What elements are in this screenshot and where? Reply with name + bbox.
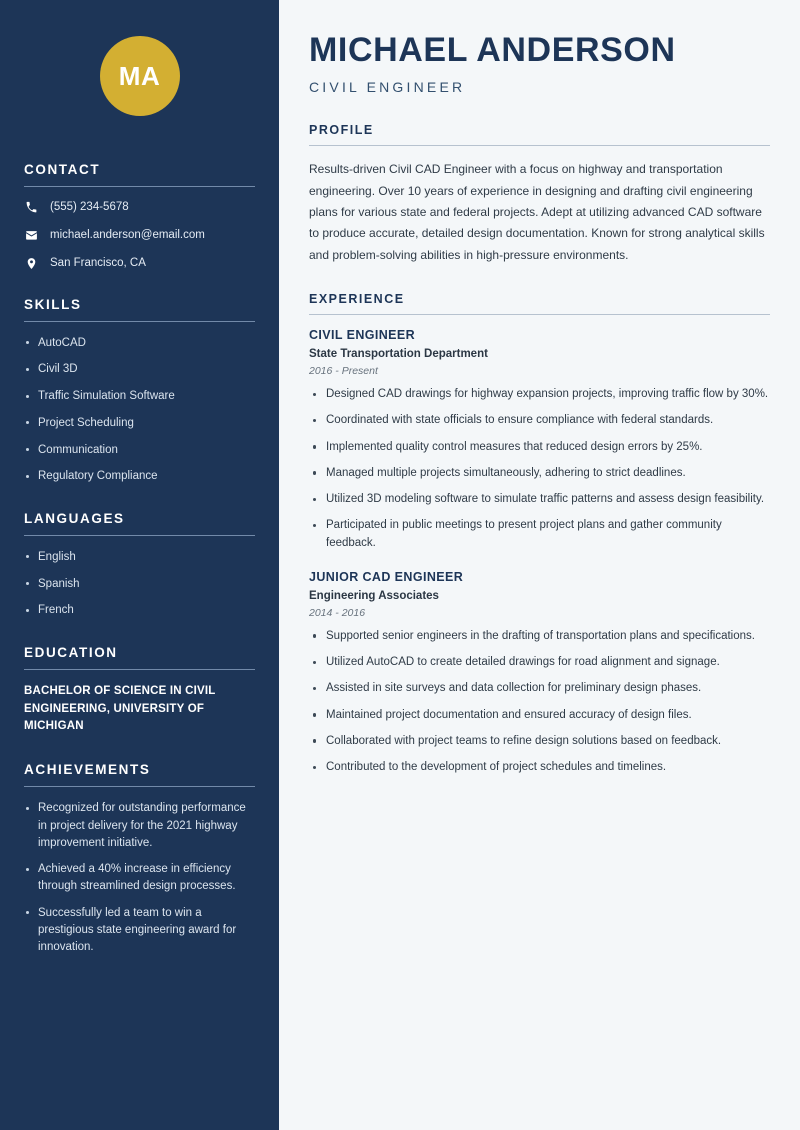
sidebar-section-achievements xyxy=(24,762,255,956)
section-profile xyxy=(309,123,770,266)
job-role-subtitle: CIVIL ENGINEER xyxy=(309,79,466,96)
skills-list xyxy=(24,335,255,485)
main-content xyxy=(279,0,800,1130)
contact-item-location[interactable] xyxy=(24,256,255,271)
list-item: Civil 3D xyxy=(24,361,255,378)
profile-heading: PROFILE xyxy=(309,123,374,138)
list-item: Implemented quality control measures that reduced design errors by 25%. xyxy=(309,439,770,456)
job-bullet-list xyxy=(309,628,770,777)
achievements-heading: ACHIEVEMENTS xyxy=(24,762,151,778)
list-item: Communication xyxy=(24,442,255,459)
list-item: Regulatory Compliance xyxy=(24,468,255,485)
skills-heading: SKILLS xyxy=(24,296,82,312)
contact-location-value: San Francisco, CA xyxy=(50,256,146,269)
avatar-monogram: MA xyxy=(100,36,180,116)
list-item: Contributed to the development of project schedules and timelines. xyxy=(309,759,770,776)
achievements-divider xyxy=(24,786,255,787)
list-item: Managed multiple projects simultaneously, adhering to strict deadlines. xyxy=(309,465,770,482)
job-dates: 2014 - 2016 xyxy=(309,606,366,619)
sidebar-section-education xyxy=(24,645,255,736)
list-item: Successfully led a team to win a prestigious state engineering award for innovation. xyxy=(24,905,255,957)
job-title: CIVIL ENGINEER xyxy=(309,328,416,343)
sidebar-section-contact xyxy=(24,162,255,271)
profile-text: Results-driven Civil CAD Engineer with a focus on highway and transportation engineering. Over 10 years of experience in designing and drafting civil engineering plans for various state and federal projects. Adept at utilizing advanced CAD software to produce accurate, detailed design documentation. Known for strong analytical skills and problem-solving abilities in high-pressure environments. xyxy=(309,162,765,262)
phone-icon xyxy=(24,201,38,214)
list-item: Supported senior engineers in the drafting of transportation plans and specifications. xyxy=(309,628,770,645)
languages-list xyxy=(24,549,255,619)
list-item: Assisted in site surveys and data collection for preliminary design phases. xyxy=(309,680,770,697)
job-company: State Transportation Department xyxy=(309,348,488,361)
list-item: French xyxy=(24,602,255,619)
job-bullet-list xyxy=(309,386,770,552)
list-item: Participated in public meetings to present project plans and gather community feedback. xyxy=(309,517,770,552)
list-item: Utilized AutoCAD to create detailed drawings for road alignment and signage. xyxy=(309,654,770,671)
envelope-icon xyxy=(24,229,38,242)
list-item: Collaborated with project teams to refine design solutions based on feedback. xyxy=(309,733,770,750)
contact-divider xyxy=(24,186,255,187)
languages-heading: LANGUAGES xyxy=(24,510,125,526)
contact-list xyxy=(24,200,255,271)
experience-entry-2 xyxy=(309,570,770,777)
achievements-list xyxy=(24,800,255,956)
job-dates: 2016 - Present xyxy=(309,365,378,378)
skills-divider xyxy=(24,321,255,322)
education-heading: EDUCATION xyxy=(24,644,118,660)
list-item: Recognized for outstanding performance in project delivery for the 2021 highway improvement initiative. xyxy=(24,800,255,852)
education-divider xyxy=(24,669,255,670)
list-item: Achieved a 40% increase in efficiency through streamlined design processes. xyxy=(24,861,255,896)
experience-entry-1 xyxy=(309,328,770,552)
job-title: JUNIOR CAD ENGINEER xyxy=(309,569,464,584)
map-pin-icon xyxy=(24,257,38,270)
contact-item-phone[interactable] xyxy=(24,200,255,215)
list-item: Designed CAD drawings for highway expansion projects, improving traffic flow by 30%. xyxy=(309,386,770,403)
sidebar xyxy=(0,0,279,1130)
profile-divider xyxy=(309,145,770,146)
sidebar-section-skills xyxy=(24,297,255,485)
list-item: English xyxy=(24,549,255,566)
section-experience xyxy=(309,292,770,776)
list-item: Maintained project documentation and ensured accuracy of design files. xyxy=(309,707,770,724)
list-item: Coordinated with state officials to ensure compliance with federal standards. xyxy=(309,412,770,429)
contact-item-email[interactable] xyxy=(24,228,255,243)
page-title: MICHAEL ANDERSON xyxy=(309,31,676,69)
list-item: Project Scheduling xyxy=(24,415,255,432)
experience-heading: EXPERIENCE xyxy=(309,292,405,307)
languages-divider xyxy=(24,535,255,536)
list-item: Utilized 3D modeling software to simulate traffic patterns and assess design feasibility. xyxy=(309,491,770,508)
avatar-container xyxy=(24,0,255,162)
list-item: Spanish xyxy=(24,576,255,593)
contact-email-value: michael.anderson@email.com xyxy=(50,228,205,241)
sidebar-section-languages xyxy=(24,511,255,619)
education-entry: BACHELOR OF SCIENCE IN CIVIL ENGINEERING, UNIVERSITY OF MICHIGAN xyxy=(24,684,216,733)
contact-phone-value: (555) 234-5678 xyxy=(50,201,129,213)
job-company: Engineering Associates xyxy=(309,589,439,602)
experience-divider xyxy=(309,314,770,315)
list-item: AutoCAD xyxy=(24,335,255,352)
contact-heading: CONTACT xyxy=(24,162,101,177)
list-item: Traffic Simulation Software xyxy=(24,388,255,405)
